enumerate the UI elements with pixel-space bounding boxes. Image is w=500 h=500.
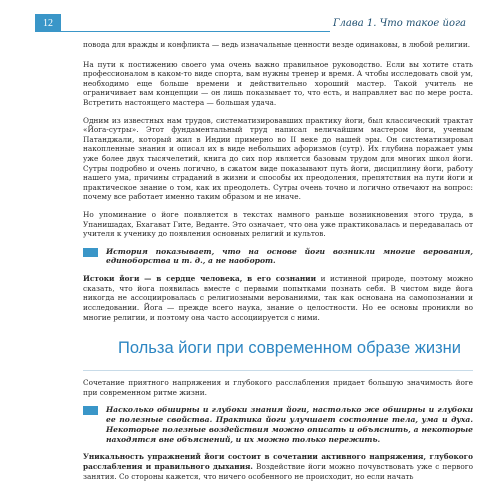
page-number: 12 xyxy=(35,14,61,32)
body-text-top xyxy=(83,40,473,330)
section-heading: Польза йоги при современном образе жизни xyxy=(118,339,462,357)
paragraph-body: Воздействие йоги можно почувствовать уже с первого занятия. Со стороны кажется, что ничего особенного не происходит, но если начать xyxy=(83,461,473,481)
paragraph-body: и истинной природе, поэтому можно сказать, что йога появилась вместе с первыми попытками познать себя. В чистом виде йога никогда не ассоциировалась с религиозными верованиями, так как основана на самопознании и исследовании. Йога — прежде всего наука, знание о целостности. Но ее основы проникли во многие религии, и поэтому она часто ассоциируется с ними. xyxy=(83,274,474,322)
callout xyxy=(83,405,473,444)
paragraph xyxy=(83,274,473,322)
callout-text: Насколько обширны и глубоки знания йоги, настолько же обширны и глубоки ее полезные свойства. Практика йоги улучшает состояние тела, ума и духа. Некоторые полезные воздействия можно описать и объяснить, а некоторые находятся вне объяснений, и их можно только пережить. xyxy=(106,405,473,444)
chapter-title: Глава 1. Что такое йога xyxy=(330,14,470,32)
paragraph: Одним из известных нам трудов, систематизировавших практику йоги, был классический трактат «Йога-сутры». Этот фундаментальный труд написал величайшим мастером йоги, ученым Патанджали, который жил в Индии примерно во II веке до нашей эры. Он систематизировал накопленные знания и описал их в виде небольших афоризмов (сутр). Их глубина поражает умы уже более двух тысячелетий, книга до сих пор является базовым трудом для многих школ йоги. Сутры подробно и очень логично, в сжатом виде показывают путь йоги, дисциплину йоги, работу нашего ума, причины страданий в жизни и способы их преодоления, препятствия на пути йоги и практическое знание о том, как их преодолеть. Сутры очень точно и логично отвечают на вопрос: почему все работает именно таким образом и не иначе. xyxy=(83,115,473,202)
paragraph xyxy=(83,452,473,481)
paragraph: Но упоминание о йоге появляется в текстах намного раньше возникновения этого труда, в Упанишадах, Бхагават Гите, Ведантe. Это означает, что она уже практиковалась и передавалась от учителя к ученику до появления основных религий и культов. xyxy=(83,209,473,239)
paragraph-lead: Уникальность упражнений йоги состоит в сочетании активного напряжения, глубокого расслабления и правильного дыхания. xyxy=(83,452,473,471)
callout-text: История показывает, что на основе йоги возникли многие верования, единоборства и т. д., а не наоборот. xyxy=(106,246,473,266)
paragraph: повода для вражды и конфликта — ведь изначальные ценности везде одинаковы, в любой религии. xyxy=(83,40,471,49)
callout-marker-icon xyxy=(83,406,98,415)
running-header xyxy=(0,0,500,33)
callout-marker-icon xyxy=(83,248,98,257)
body-text-bottom xyxy=(83,378,473,489)
paragraph-lead: Истоки йоги — в сердце человека, в его сознании xyxy=(83,274,316,284)
section-rule xyxy=(83,370,473,371)
callout xyxy=(83,247,473,267)
paragraph: Сочетание приятного напряжения и глубокого расслабления придает большую значимость йоге при современном ритме жизни. xyxy=(83,378,473,397)
paragraph: На пути к постижению своего ума очень важно правильное руководство. Если вы хотите стать профессионалом в каком-то виде спорта, вам нужны тренер и время. А чтобы исследовать свой ум, необходимо еще больше времени и действительно хороший мастер. Такой учитель не ограничивает вам концепции — он лишь показывает то, что есть, и направляет вас по мере роста. Встретить настоящего мастера — большая удача. xyxy=(83,59,473,107)
